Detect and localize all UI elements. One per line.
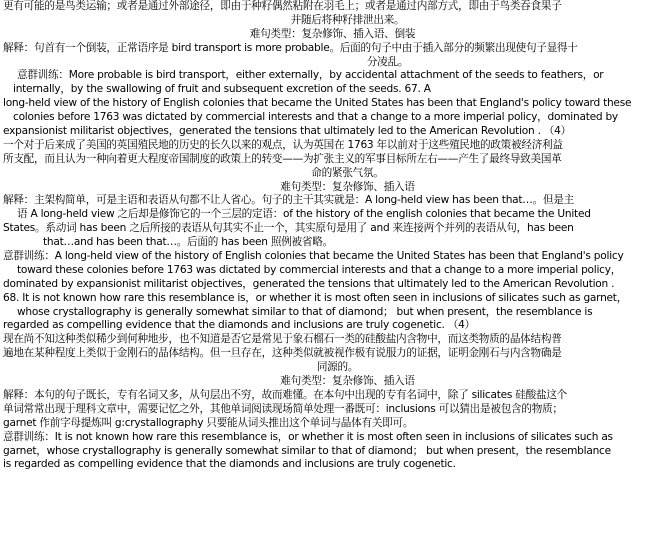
translation-line: 命的紧张气氛。 xyxy=(311,166,384,179)
text-line: expansionist militarist objectives，generated the tensions that ultimately led to the American Revolution . （4） xyxy=(3,125,571,138)
text-line: internally，by the swallowing of fruit and subsequent excretion of the seeds. 67. A xyxy=(13,83,431,96)
practice-line: 意群训练：More probable is bird transport，either externally，by accidental attachment of the seeds to feathers，or xyxy=(17,69,604,82)
text-line: garnet，whose crystallography is generally somewhat similar to that of diamond； but when present，the resemblance xyxy=(3,444,611,457)
explanation-line: that…and has been that…。后面的 has been 照例被省略。 xyxy=(43,236,333,249)
sentence-type-heading: 难句类型：复杂修饰、插入语 xyxy=(280,180,415,193)
explanation-line: 语 A long-held view 之后却是修饰它的一个三层的定语：of the history of the english colonies that became the United xyxy=(17,208,591,221)
explanation-line: 单词常常出现于理科文章中，需要记忆之外，其他单词阅读现场简单处理一番既可：inclusions 可以猜出是被包含的物质； xyxy=(3,402,563,415)
text-line: colonies before 1763 was dictated by commercial interests and that a change to a more imperial policy，dominated by xyxy=(13,111,618,124)
practice-line: 意群训练：It is not known how rare this resemblance is，or whether it is most often seen in inclusions of silicates such as xyxy=(3,430,613,443)
text-line: toward these colonies before 1763 was dictated by commercial interests and that a change to a more imperial policy， xyxy=(17,263,622,276)
translation-line: 遍地在某种程度上类似于金刚石的晶体结构。但一旦存在，这种类似就被视作极有说服力的证据，证明金刚石与内含物确是 xyxy=(3,347,562,360)
explanation-line: 解释：本句的句子既长，专有名词又多，从句层出不穷，故而难懂。在本句中出现的专有名词中，除了 silicates 硅酸盐这个 xyxy=(3,388,568,401)
text-line: 68. It is not known how rare this resemblance is，or whether it is most often seen in inclusions of silicates such as garnet， xyxy=(3,291,628,304)
explanation-line: garnet 作前字母提炼叫 g:crystallography 只要能从词头推出这个单词与晶体有关即可。 xyxy=(3,416,414,429)
explanation-line: 解释：句首有一个倒装，正常语序是 bird transport is more probable。后面的句子中由于插入部分的频繁出现使句子显得十 xyxy=(3,41,578,54)
text-line: long-held view of the history of English colonies that became the United States has been that England's policy toward these xyxy=(3,97,632,110)
translation-line: 现在尚不知这种类似稀少到何种地步，也不知道是否它是常见于象石榴石一类的硅酸盐内含物中，而这类物质的晶体结构普 xyxy=(3,333,562,346)
text-line: 并随后将种籽排泄出来。 xyxy=(290,13,405,26)
text-line: 更有可能的是鸟类运输；或者是通过外部途径，即由于种籽偶然粘附在羽毛上；或者是通过内部方式，即由于鸟类吞食果子 xyxy=(3,0,562,12)
translation-line: 一个对于后来成了美国的英国殖民地的历史的长久以来的观点，认为英国在 1763 年以前对于这些殖民地的政策被经济利益 xyxy=(3,138,563,151)
text-line: whose crystallography is generally somewhat similar to that of diamond； but when present，the resemblance is xyxy=(17,305,593,318)
text-line: 分凌乱。 xyxy=(366,55,409,68)
explanation-line: States。系动词 has been 之后所接的表语从句其实不止一个，其实原句是用了 and 来连接两个并列的表语从句，has been xyxy=(3,222,574,235)
sentence-type-heading: 难句类型：复杂修饰、插入语、倒装 xyxy=(249,27,416,40)
translation-line: 所支配，而且认为一种向着更大程度帝国制度的政策上的转变——为扩张主义的军事目标所左右——产生了最终导致美国革 xyxy=(3,152,562,165)
explanation-line: 解释：主架构简单，可是主语和表语从句都不让人省心。句子的主干其实就是：A long-held view has been that…。但是主 xyxy=(3,194,575,207)
text-line: dominated by expansionist militarist objectives，generated the tensions that ultimately led to the American Revolution . xyxy=(3,277,615,290)
practice-line: 意群训练：A long-held view of the history of English colonies that became the United States has been that England's policy xyxy=(3,250,624,263)
translation-line: 同源的。 xyxy=(316,361,359,374)
text-line: is regarded as compelling evidence that the diamonds and inclusions are truly cogenetic. xyxy=(3,458,456,471)
text-line: regarded as compelling evidence that the diamonds and inclusions are truly cogenetic. （4） xyxy=(3,319,475,332)
sentence-type-heading: 难句类型：复杂修饰、插入语 xyxy=(280,375,415,388)
